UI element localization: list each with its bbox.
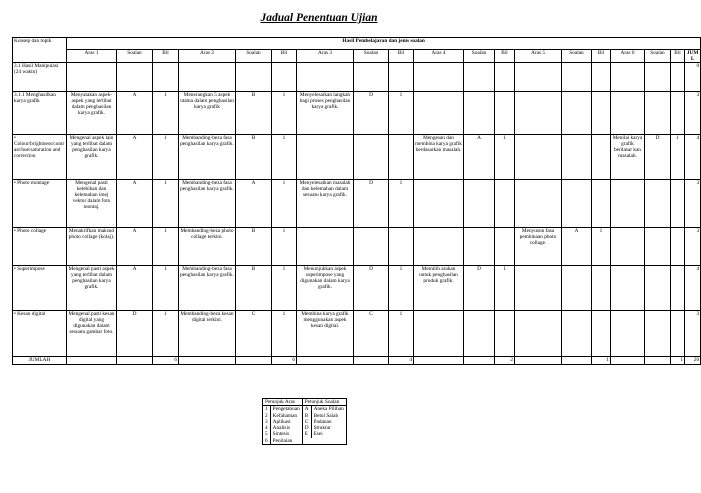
total-count-cell: 1 [592,357,611,365]
legend-text: Penilaian [272,437,293,444]
objective-cell: Menerangkan 5 aspek utama dalam penghasilan karya grafik [179,92,236,135]
count-cell: 1 [153,228,179,266]
count-cell: 1 [389,92,414,135]
objective-cell: Menyelesaikan langkah bagi proses penghasilan karya grafik. [297,92,354,135]
count-cell [671,266,685,311]
question-type-cell [354,63,389,92]
column-header: Bil [671,50,685,63]
count-cell: 1 [272,135,297,180]
question-type-cell [562,92,592,135]
legend-code: 3 [263,419,270,425]
legend-text: Esei [313,431,323,438]
header-hasil-pembelajaran: Hasil Pembelajaran dan jenis soalan [67,38,701,50]
objective-cell [515,266,562,311]
objective-cell: Menakrifkan maksud photo collage (kolaj). [67,228,117,266]
count-cell: 1 [272,92,297,135]
table-row [13,63,701,92]
total-count-cell: 2 [495,357,515,365]
grand-total-cell: 20 [685,357,701,365]
question-type-cell: A [117,180,153,228]
question-type-cell [354,135,389,180]
legend-text: Sintesis [272,431,290,438]
count-cell [495,311,515,357]
question-type-cell: A [562,228,592,266]
objective-cell [611,180,645,228]
table-row [13,135,701,180]
question-type-cell: B [236,266,272,311]
legend-code: A [303,406,311,412]
total-row [13,357,701,365]
question-type-cell: C [236,311,272,357]
question-type-cell: A [236,180,272,228]
count-cell: 1 [389,180,414,228]
count-cell [389,228,414,266]
total-count-cell: 6 [272,357,297,365]
objective-cell [414,63,464,92]
count-cell [153,63,179,92]
table-row [13,266,701,311]
topic-cell: 3.1.1 Menghasilkan karya grafik [13,92,67,135]
row-total-cell: 4 [685,135,701,180]
column-header-total: JUML [685,50,701,63]
question-type-cell [562,180,592,228]
count-cell [495,63,515,92]
total-label: JUMLAH [13,357,67,365]
question-type-cell [464,180,495,228]
table-row [13,92,701,135]
column-header: Aras 1 [67,50,117,63]
count-cell [389,63,414,92]
objective-cell: Menunjukkan aspek superimpose yang digunakan dalam karya grafik. [297,266,354,311]
count-cell: 1 [153,180,179,228]
question-type-cell [117,63,153,92]
question-type-cell [236,63,272,92]
count-cell: 1 [153,311,179,357]
question-type-cell [562,311,592,357]
question-type-cell [562,266,592,311]
count-cell: 1 [389,311,414,357]
row-total-cell: 4 [685,266,701,311]
objective-cell: Membanding-beza fasa penghasilan karya grafik. [179,180,236,228]
column-header: Soalan [562,50,592,63]
objective-cell [611,266,645,311]
objective-cell: Menyusun fasa pembinaan photo collage. [515,228,562,266]
objective-cell: Membanding-beza photo collage terkini. [179,228,236,266]
legend-code: 1 [263,406,270,412]
objective-cell [515,135,562,180]
legend-text: Struktur [313,425,331,432]
table-row [13,180,701,228]
row-total-cell: 3 [685,228,701,266]
topic-cell: • Photo montage [13,180,67,228]
objective-cell [297,63,354,92]
count-cell [671,63,685,92]
total-count-cell: 4 [389,357,414,365]
empty-cell [562,357,592,365]
objective-cell [611,63,645,92]
objective-cell: Mengesan dan membina karya grafik berdasarkan masalah. [414,135,464,180]
count-cell: 1 [272,266,297,311]
objective-cell [515,92,562,135]
legend-item [303,431,346,437]
objective-cell [414,180,464,228]
legend-code: C [303,419,311,425]
empty-cell [67,357,117,365]
topic-cell: 3.1 Hasil Manipulasi (24 waktu) [13,63,67,92]
column-header: Soalan [354,50,389,63]
count-cell [495,92,515,135]
question-type-cell: B [236,228,272,266]
question-type-cell: D [645,135,671,180]
legend-table [262,398,347,445]
total-count-cell: 6 [153,357,179,365]
count-cell: 1 [153,92,179,135]
count-cell: 1 [272,311,297,357]
column-header-row [13,50,701,63]
legend-item [263,438,302,444]
question-type-cell [464,228,495,266]
question-type-cell: D [354,266,389,311]
count-cell [592,63,611,92]
row-total-cell: 3 [685,311,701,357]
count-cell [592,266,611,311]
empty-cell [464,357,495,365]
question-type-cell: A [117,266,153,311]
question-type-cell: D [354,92,389,135]
legend-text: Kefahaman [272,412,298,419]
column-header: Aras 6 [611,50,645,63]
question-type-cell [354,228,389,266]
objective-cell [179,63,236,92]
count-cell: 1 [272,180,297,228]
empty-cell [645,357,671,365]
column-header: Soalan [117,50,153,63]
objective-cell: Menilai karya grafik berdasar kan masalah. [611,135,645,180]
objective-cell: Mengenal pasti kesan digital yang digunakan dalam sesuatu gambar foto. [67,311,117,357]
objective-cell [515,311,562,357]
count-cell [671,180,685,228]
objective-cell: Menyatakan aspek-aspek yang terlibat dalam penghasilan karya grafik. [67,92,117,135]
question-type-cell [464,63,495,92]
objective-cell: Mengenal pasti kelebihan dan kelemahan imej vektor dalam foto montaj. [67,180,117,228]
column-header: Bil [592,50,611,63]
empty-cell [236,357,272,365]
topic-cell: • Kesan digital [13,311,67,357]
question-type-cell: D [354,180,389,228]
question-type-cell: B [236,92,272,135]
count-cell: 1 [495,266,515,311]
question-type-cell [645,228,671,266]
table-row [13,311,701,357]
question-type-cell [645,266,671,311]
objective-cell [515,63,562,92]
objective-cell [611,311,645,357]
question-type-cell [645,63,671,92]
legend-aras-list [263,406,302,444]
question-type-cell [464,92,495,135]
count-cell: 1 [671,135,685,180]
legend-code: E [303,431,311,437]
column-header: Aras 4 [414,50,464,63]
objective-cell: Membanding-beza kesan digital terkini. [179,311,236,357]
count-cell [389,135,414,180]
row-total-cell: 0 [685,63,701,92]
objective-cell: Menyelesaikan masalah dan kelemahan dalam sesuatu karya grafik. [297,180,354,228]
objective-cell [414,92,464,135]
count-cell: 1 [495,135,515,180]
legend-text: Padanan [313,418,332,425]
test-specification-table [12,37,701,365]
count-cell [671,228,685,266]
legend-text: Analisis [272,425,291,432]
legend-text: Aneka Pilihan [313,406,344,413]
objective-cell [611,92,645,135]
legend-aras-header: Petunjuk Aras [263,399,303,406]
objective-cell [297,228,354,266]
legend-code: 2 [263,413,270,419]
question-type-cell: A [117,92,153,135]
legend-soalan-header: Petunjuk Soalan [302,399,346,406]
empty-cell [611,357,645,365]
table-body [13,63,701,365]
question-type-cell: A [117,228,153,266]
table-row [13,228,701,266]
legend-soalan-list [303,406,346,437]
empty-cell [414,357,464,365]
count-cell [495,180,515,228]
page-title: Jadual Penentuan Ujian [260,12,378,24]
empty-cell [179,357,236,365]
legend-text: Betul Salah [313,412,339,419]
objective-cell [611,228,645,266]
question-type-cell: B [236,135,272,180]
question-type-cell [464,311,495,357]
count-cell [272,63,297,92]
question-type-cell: A [464,135,495,180]
topic-cell: • Photo collage [13,228,67,266]
question-type-cell [562,63,592,92]
legend-text: Pengetahuan [272,406,300,413]
count-cell: 1 [272,228,297,266]
question-type-cell: A [117,135,153,180]
question-type-cell [645,92,671,135]
header-konsep-topik: Konsep dan topik [13,38,67,63]
count-cell [592,135,611,180]
legend-code: D [303,425,311,431]
count-cell [592,180,611,228]
count-cell: 1 [389,266,414,311]
total-count-cell: 1 [671,357,685,365]
objective-cell: Memilih arahan untuk penghasilan produk grafik. [414,266,464,311]
topic-cell: • Superimpose [13,266,67,311]
empty-cell [515,357,562,365]
row-total-cell: 3 [685,180,701,228]
topic-cell: • Colour/brightness/contrast/hue/saturation and correction [13,135,67,180]
question-type-cell: C [354,311,389,357]
count-cell [671,311,685,357]
objective-cell [297,135,354,180]
count-cell [495,228,515,266]
question-type-cell: D [117,311,153,357]
count-cell: 1 [592,228,611,266]
objective-cell [414,311,464,357]
question-type-cell [645,180,671,228]
column-header: Bil [153,50,179,63]
objective-cell: Mengenal pasti aspek yang terlibat dalam penghasilan karya grafik. [67,266,117,311]
count-cell: 1 [153,135,179,180]
objective-cell: Membina karya grafik menggunakan aspek kesan digital. [297,311,354,357]
column-header: Bil [495,50,515,63]
count-cell [592,92,611,135]
objective-cell [414,228,464,266]
question-type-cell [645,311,671,357]
count-cell [671,92,685,135]
objective-cell: Mengenal aspek lain yang terlibat dalam penghasilan karya grafik. [67,135,117,180]
objective-cell [67,63,117,92]
legend-text: Aplikasi [272,418,291,425]
column-header: Aras 5 [515,50,562,63]
count-cell [592,311,611,357]
column-header: Aras 3 [297,50,354,63]
row-total-cell: 3 [685,92,701,135]
column-header: Soalan [236,50,272,63]
legend-code: 4 [263,425,270,431]
question-type-cell [562,135,592,180]
count-cell: 1 [153,266,179,311]
empty-cell [354,357,389,365]
objective-cell: Membanding-beza fasa penghasilan karya grafik. [179,135,236,180]
legend-code: 5 [263,431,270,437]
column-header: Soalan [645,50,671,63]
column-header: Soalan [464,50,495,63]
legend-code: 6 [263,438,270,444]
empty-cell [117,357,153,365]
objective-cell [515,180,562,228]
objective-cell: Membanding-beza fasa penghasilan karya grafik. [179,266,236,311]
column-header: Aras 2 [179,50,236,63]
question-type-cell: D [464,266,495,311]
column-header: Bil [389,50,414,63]
column-header: Bil [272,50,297,63]
empty-cell [297,357,354,365]
legend-code: B [303,413,311,419]
